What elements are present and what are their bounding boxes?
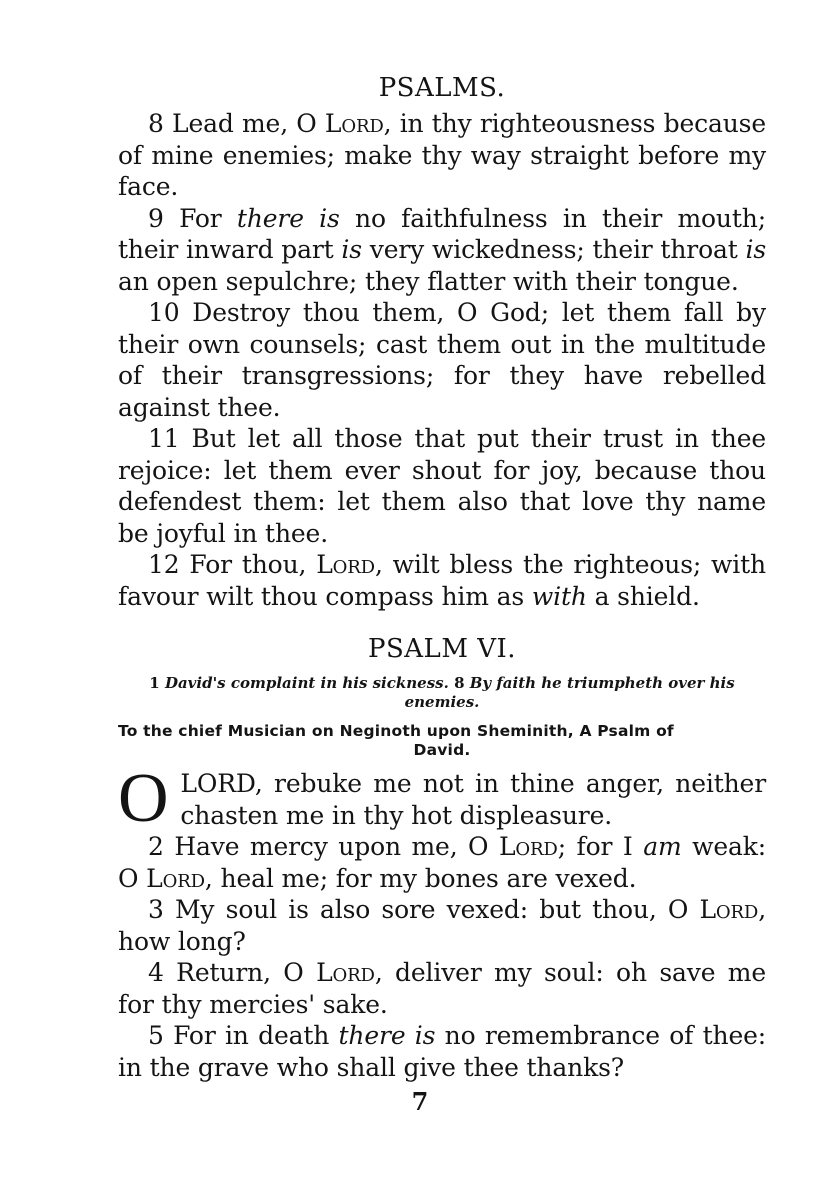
verse-text: 10 Destroy thou them, O God; let them fall by their own counsels; cast them out in the multitude of their transgressions; for they have rebelled against thee. [118,298,766,422]
italic-text: By faith he triumpheth over his enemies. [404,674,735,711]
verse-text: a shield. [586,581,700,611]
chapter-verses [118,108,766,612]
italic-text: there is [236,203,340,233]
verse [118,203,766,298]
verse-text: an open sepulchre; they flatter with their tongue. [118,266,739,296]
verse [118,1020,766,1083]
italic-text: with [531,581,587,611]
verse-text: 2 Have mercy upon me, O [148,832,499,861]
verse-text: ; for I [557,832,644,861]
verse-text: no faithfulness in their mouth; their inward part [118,203,766,264]
running-head: PSALMS. [378,73,506,103]
book-page [118,70,766,1083]
verse-text: 9 For [148,203,237,233]
italic-text: David's complaint in his sickness. [164,674,449,692]
verse-text: very wickedness; their throat [361,235,746,264]
verse-text: weak: O [118,832,766,893]
drop-cap: O [118,760,169,837]
italic-text: is [341,235,362,264]
superscription-last: David. [413,741,471,759]
verse-text: no remembrance of thee: in the grave who shall give thee thanks? [118,1021,767,1082]
first-verse-text: LORD, rebuke me not in thine anger, neither chasten me in thy hot displeasure. [180,769,766,830]
small-caps-text: Lord [699,895,759,924]
verse-text: 8 Lead me, O [148,109,325,138]
verse-text: , in thy righteousness because of mine enemies; make thy way straight before my face. [118,109,766,201]
superscription-main: To the chief Musician on Neginoth upon Sheminith, A Psalm of [118,722,674,740]
verse-text: 8 [448,674,470,692]
verse-text: 5 For in death [148,1021,339,1050]
psalm-title: PSALM VI. [367,634,517,664]
small-caps-text: Lord [498,832,558,861]
verse-text: 12 For thou, [148,550,317,579]
italic-text: am [643,832,682,861]
verse [118,423,766,549]
small-caps-text: Lord [324,109,384,138]
verse-text: , how long? [118,895,766,956]
first-verse [118,760,766,837]
psalm-summary [118,674,766,712]
small-caps-text: Lord [146,863,205,893]
italic-text: there is [338,1021,436,1050]
verse [118,957,766,1020]
verse-text: 3 My soul is also sore vexed: but thou, O [148,895,700,924]
verse-text: , heal me; for my bones are vexed. [204,863,637,893]
verse-text: 4 Return, O [148,958,317,987]
verse-text: 1 [149,674,165,692]
verse [118,549,766,612]
verse [118,894,766,957]
verse-text: , wilt bless the righteous; with favour wilt thou compass him as [118,550,766,611]
superscription [118,722,766,760]
page-number: 7 [411,1087,429,1116]
psalm-verses [118,831,766,1083]
small-caps-text: Lord [316,958,375,987]
small-caps-text: Lord [316,550,375,579]
verse [118,831,766,894]
verse-text: , deliver my soul: oh save me for thy mercies' sake. [118,958,766,1019]
verse [118,108,766,203]
verse [118,297,766,423]
verse-text: 11 But let all those that put their trust in thee rejoice: let them ever shout for joy, because thou defendest them: let them also that love thy name be joyful in thee. [118,424,766,548]
italic-text: is [745,235,766,264]
